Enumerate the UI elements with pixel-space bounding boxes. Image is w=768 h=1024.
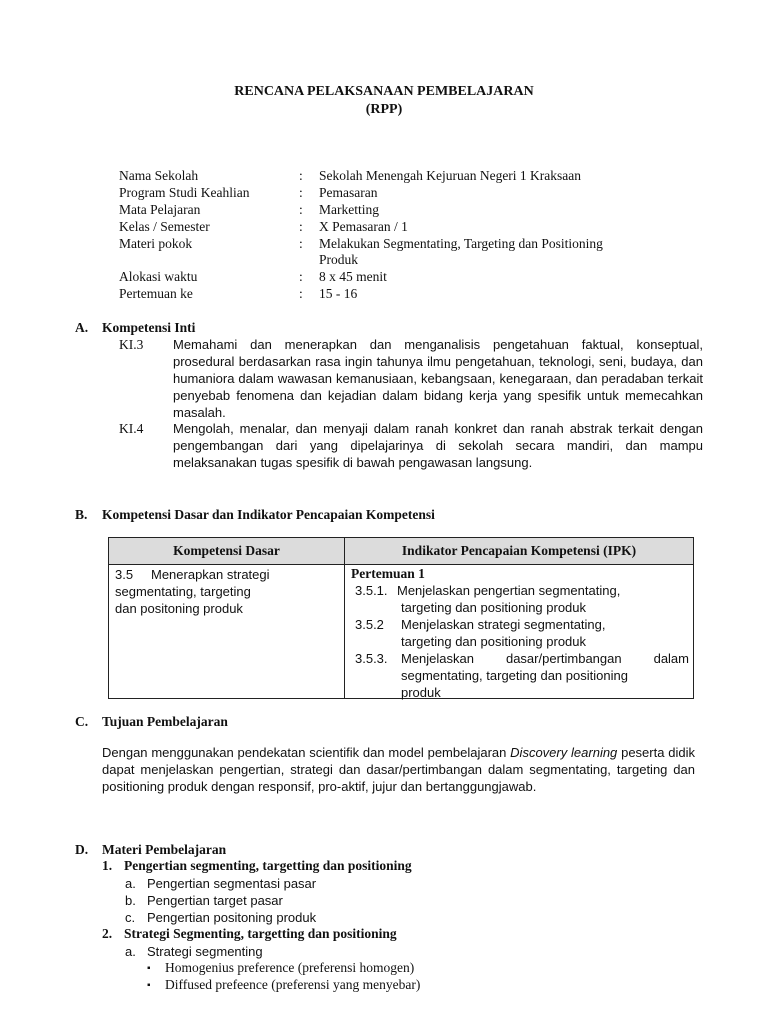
section-a-letter: A. <box>75 320 89 335</box>
kd-cell <box>109 565 345 699</box>
identity-label-subject: Mata Pelajaran <box>119 202 201 217</box>
list-item: Pengertian segmentasi pasar <box>147 876 317 891</box>
ipk-line: targeting dan positioning produk <box>401 600 587 615</box>
ki3-label: KI.3 <box>119 337 144 352</box>
identity-separator: : <box>299 269 303 284</box>
ipk-meeting: Pertemuan 1 <box>351 566 425 581</box>
square-bullet-icon: ▪ <box>147 980 151 991</box>
identity-value-topic-cont: Produk <box>319 252 359 267</box>
kd-line: dan positoning produk <box>115 601 243 616</box>
identity-separator: : <box>299 286 303 301</box>
identity-label-meeting: Pertemuan ke <box>119 286 193 301</box>
ki3-text: Memahami dan menerapkan dan menganalisis pengetahuan faktual, konseptual, prosedural berdasarkan rasa ingin tahunya ilmu pengetahuan, teknologi, seni, budaya, dan humaniora dalam wawasan kemanusiaan, kebangsaan, kenegaraan, dan peradaban terkait penyebab fenomena dan kejadian dalam bidang kerja yang spesifik untuk memecahkan masalah. <box>173 337 703 420</box>
identity-value-subject: Marketting <box>319 202 379 217</box>
ipk-cell <box>345 565 694 699</box>
identity-value-program: Pemasaran <box>319 185 378 200</box>
section-b-letter: B. <box>75 507 88 522</box>
ki4-label: KI.4 <box>119 421 144 436</box>
material-1-title: Pengertian segmenting, targetting dan positioning <box>124 858 412 873</box>
identity-separator: : <box>299 219 303 234</box>
objective-model-name: Discovery learning <box>510 745 618 760</box>
identity-separator: : <box>299 185 303 200</box>
ipk-line: Menjelaskan strategi segmentating, <box>401 617 606 632</box>
identity-label-time: Alokasi waktu <box>119 269 198 284</box>
competency-table <box>108 537 694 699</box>
identity-label-program: Program Studi Keahlian <box>119 185 250 200</box>
ipk-line: Menjelaskan pengertian segmentating, <box>397 583 621 598</box>
ipk-number: 3.5.3. <box>355 651 388 666</box>
identity-value-meeting: 15 - 16 <box>319 286 358 301</box>
bullet-item: Homogenius preference (preferensi homogen) <box>165 960 415 975</box>
ipk-line: produk <box>401 685 441 700</box>
ipk-number: 3.5.2 <box>355 617 384 632</box>
list-item-letter: b. <box>125 893 136 908</box>
list-item-letter: a. <box>125 944 136 959</box>
identity-label-class: Kelas / Semester <box>119 219 210 234</box>
kd-line: Menerapkan strategi <box>151 567 270 582</box>
identity-separator: : <box>299 168 303 183</box>
table-header-kd: Kompetensi Dasar <box>109 538 345 565</box>
ki4-text: Mengolah, menalar, dan menyaji dalam ranah konkret dan ranah abstrak terkait dengan pengembangan dari yang dipelajarinya di sekolah secara mandiri, dan mampu melaksanakan tugas spesifik di bawah pengawasan langsung. <box>173 421 703 470</box>
list-item: Pengertian positoning produk <box>147 910 317 925</box>
learning-objective-paragraph <box>102 744 695 795</box>
section-a-title: Kompetensi Inti <box>102 320 196 335</box>
ipk-number: 3.5.1. <box>355 583 388 598</box>
material-2-title: Strategi Segmenting, targetting dan positioning <box>124 926 397 941</box>
identity-separator: : <box>299 202 303 217</box>
identity-separator: : <box>299 236 303 251</box>
material-2-number: 2. <box>102 926 113 941</box>
identity-value-topic: Melakukan Segmentating, Targeting dan Positioning <box>319 236 603 251</box>
list-item: Pengertian target pasar <box>147 893 283 908</box>
kd-line: segmentating, targeting <box>115 584 251 599</box>
ipk-line: Menjelaskan dasar/pertimbangan dalam <box>401 651 689 666</box>
ipk-line: targeting dan positioning produk <box>401 634 587 649</box>
section-c-letter: C. <box>75 714 89 729</box>
document-subtitle: (RPP) <box>365 102 403 117</box>
material-1-number: 1. <box>102 858 113 873</box>
list-item-letter: a. <box>125 876 136 891</box>
kd-number: 3.5 <box>115 567 134 582</box>
identity-value-class: X Pemasaran / 1 <box>319 219 408 234</box>
ipk-line: segmentating, targeting dan positioning <box>401 668 628 683</box>
identity-value-time: 8 x 45 menit <box>319 269 387 284</box>
objective-text: peserta didik dapat menjelaskan pengertian, strategi dan dasar/pertimbangan dalam segmentating, targeting dan positioning produk dengan responsif, pro-aktif, jujur dan bertanggungjawab. <box>102 745 695 794</box>
list-item: Strategi segmenting <box>147 944 263 959</box>
list-item-letter: c. <box>125 910 136 925</box>
identity-value-school: Sekolah Menengah Kejuruan Negeri 1 Kraksaan <box>319 168 582 183</box>
identity-label-school: Nama Sekolah <box>119 168 199 183</box>
section-b-title: Kompetensi Dasar dan Indikator Pencapaian Kompetensi <box>102 507 435 522</box>
document-title: RENCANA PELAKSANAAN PEMBELAJARAN <box>234 84 534 99</box>
bullet-item: Diffused prefeence (preferensi yang menyebar) <box>165 977 421 992</box>
section-c-title: Tujuan Pembelajaran <box>102 714 228 729</box>
table-header-ipk: Indikator Pencapaian Kompetensi (IPK) <box>345 538 694 565</box>
objective-text: Dengan menggunakan pendekatan scientifik dan model pembelajaran <box>102 745 511 760</box>
square-bullet-icon: ▪ <box>147 963 151 974</box>
section-d-title: Materi Pembelajaran <box>102 842 227 857</box>
section-d-letter: D. <box>75 842 89 857</box>
identity-label-topic: Materi pokok <box>119 236 193 251</box>
